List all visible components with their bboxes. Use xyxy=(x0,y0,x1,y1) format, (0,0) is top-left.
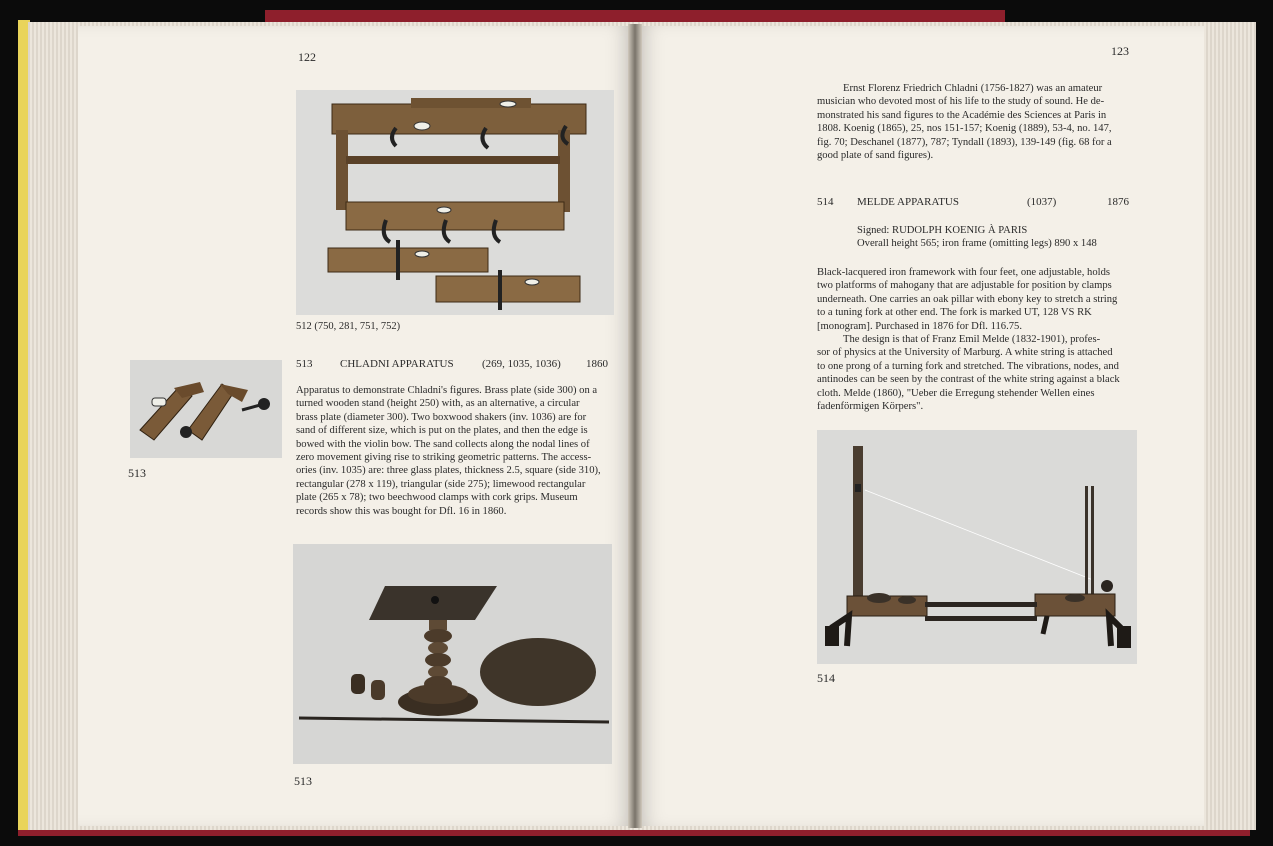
photo-514-caption: 514 xyxy=(817,671,835,685)
chladni-paragraph xyxy=(817,82,1133,162)
body-line: ories (inv. 1035) are: three glass plates, thickness 2.5, square (side 310), xyxy=(296,465,601,477)
entry-514-inventory: (1037) xyxy=(1027,196,1057,208)
overall-line: Overall height 565; iron frame (omitting legs) 890 x 148 xyxy=(857,238,1097,250)
entry-513-number: 513 xyxy=(296,358,313,370)
spine-band-top xyxy=(265,10,1005,22)
body-line: Apparatus to demonstrate Chladni's figures. Brass plate (side 300) on a xyxy=(296,385,598,396)
body-line: [monogram]. Purchased in 1876 for Dfl. 116.75. xyxy=(817,320,1022,332)
entry-514-heading xyxy=(817,196,1133,212)
body-line: fadenförmigen Körpers". xyxy=(817,401,924,413)
body-line: records show this was bought for Dfl. 16 in 1860. xyxy=(296,505,507,517)
entry-513-heading xyxy=(296,358,614,374)
entry-514-title: MELDE APPARATUS xyxy=(857,196,959,208)
body-line: The design is that of Franz Emil Melde (1832-1901), profes- xyxy=(843,334,1101,345)
page-number-right: 123 xyxy=(1111,44,1129,58)
page-number-left: 122 xyxy=(298,50,316,64)
body-line: fig. 70; Deschanel (1877), 787; Tyndall (1893), 139-149 (fig. 68 for a xyxy=(817,136,1112,148)
body-line: to one prong of a turning fork and stretched. The vibrations, nodes, and xyxy=(817,360,1119,372)
body-line: musician who devoted most of his life to the study of sound. He de- xyxy=(817,96,1105,108)
caption-512: 512 (750, 281, 751, 752) xyxy=(296,321,401,332)
entry-513-year: 1860 xyxy=(586,358,608,370)
signed-line: Signed: RUDOLPH KOENIG À PARIS xyxy=(857,225,1028,236)
entry-513-body xyxy=(296,384,614,518)
body-line: cloth. Melde (1860), "Ueber die Erregung stehender Wellen eines xyxy=(817,387,1095,399)
body-line: zero movement giving rise to striking geometric patterns. The access- xyxy=(296,452,592,464)
body-line: brass plate (diameter 300). Two boxwood shakers (inv. 1036) are for xyxy=(296,411,587,423)
body-line: sand of different size, which is put on the plates, and then the edge is xyxy=(296,425,588,437)
body-line: turned wooden stand (height 250) with, as an alternative, a circular xyxy=(296,398,580,410)
body-line: Ernst Florenz Friedrich Chladni (1756-1827) was an amateur xyxy=(843,83,1103,94)
photo-513-clamps xyxy=(130,360,282,458)
entry-513-inventory: (269, 1035, 1036) xyxy=(482,358,561,370)
entry-513-title: CHLADNI APPARATUS xyxy=(340,358,454,370)
side-photo-caption: 513 xyxy=(128,466,146,480)
body-line: Black-lacquered iron framework with four feet, one adjustable, holds xyxy=(817,267,1110,278)
entry-514-year: 1876 xyxy=(1107,196,1129,208)
body-line: rectangular (278 x 119), triangular (side 275); limewood rectangular xyxy=(296,478,586,490)
body-line: underneath. One carries an oak pillar with ebony key to stretch a string xyxy=(817,293,1118,305)
bottom-photo-caption: 513 xyxy=(294,774,312,788)
photo-513-chladni-plate xyxy=(293,544,612,764)
book-gutter xyxy=(628,24,642,828)
body-line: two platforms of mahogany that are adjustable for position by clamps xyxy=(817,280,1112,292)
photo-514-melde-apparatus xyxy=(817,430,1137,664)
entry-514-para1 xyxy=(817,266,1133,333)
body-line: monstrated his sand figures to the Académie des Sciences at Paris in xyxy=(817,109,1107,121)
body-line: to a tuning fork at other end. The fork is marked UT, 128 VS RK xyxy=(817,307,1092,319)
entry-514-signature xyxy=(857,224,1127,251)
body-line: 1808. Koenig (1865), 25, nos 151-157; Koenig (1889), 53-4, no. 147, xyxy=(817,123,1112,135)
entry-514-para2 xyxy=(817,333,1133,413)
photo-512-clamps xyxy=(296,90,614,315)
body-line: plate (265 x 78); two beechwood clamps with cork grips. Museum xyxy=(296,492,578,504)
body-line: good plate of sand figures). xyxy=(817,150,934,162)
body-line: antinodes can be seen by the contrast of the white string against a black xyxy=(817,374,1120,386)
body-line: sor of physics at the University of Marburg. A white string is attached xyxy=(817,347,1113,359)
entry-514-number: 514 xyxy=(817,196,834,208)
body-line: bowed with the violin bow. The sand collects along the nodal lines of xyxy=(296,438,590,450)
